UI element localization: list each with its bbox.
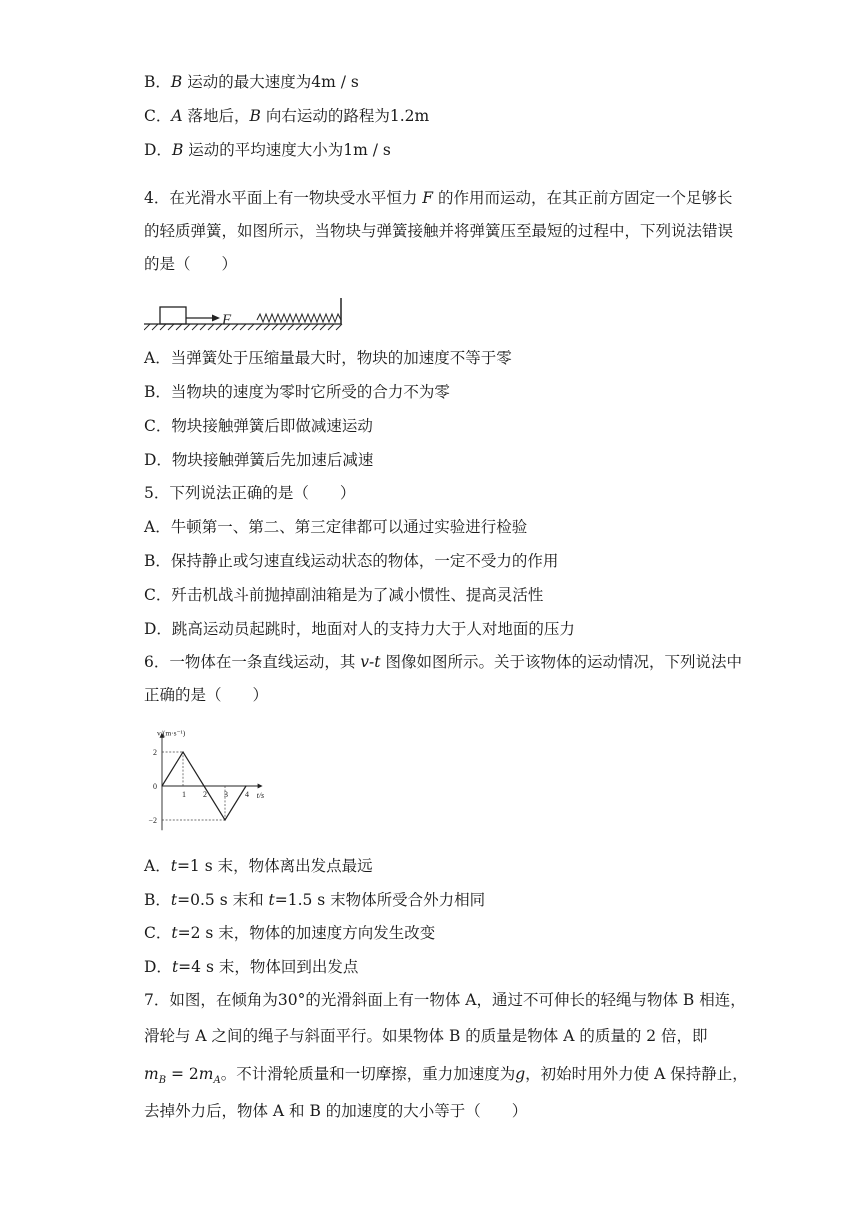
q3-option-b: B．B 运动的最大速度为4m / s [144,73,359,91]
y-axis-label: v/(m·s⁻¹) [157,728,186,738]
x-axis-label: t/s [256,791,265,800]
q7-stem-line1: 7．如图，在倾角为30°的光滑斜面上有一物体 A，通过不可伸长的轻绳与物体 B 相连， [144,991,746,1009]
block [160,307,186,324]
spring [257,314,341,322]
data-point [203,785,204,786]
spring-block-figure [144,294,348,336]
q4-option-b: B．当物块的速度为零时它所受的合力不为零 [144,383,450,401]
vt-chart [144,718,284,834]
q4-option-a: A．当弹簧处于压缩量最大时，物块的加速度不等于零 [144,349,512,367]
q4-option-c: C．物块接触弹簧后即做减速运动 [144,417,373,435]
data-point [182,751,183,752]
y-tick-label: 0 [153,782,157,791]
q3-option-c: C．A 落地后，B 向右运动的路程为1.2m [144,107,430,125]
q6-option-d: D．t=4 s 末，物体回到出发点 [144,958,359,976]
q4-option-d: D．物块接触弹簧后先加速后减速 [144,451,374,469]
q7-stem-line3: $m_B = 2m_A$。不计滑轮质量和一切摩擦，重力加速度为g，初始时用外力使 A 保持静止， [144,1065,748,1087]
force-arrowhead [212,315,220,322]
q7-stem-line2: 滑轮与 A 之间的绳子与斜面平行。如果物体 B 的质量是物体 A 的质量的 2 倍，即 [144,1027,708,1045]
q5-option-b: B．保持静止或匀速直线运动状态的物体，一定不受力的作用 [144,552,559,570]
x-tick-label: 4 [245,790,249,799]
x-tick-label: 1 [182,790,186,799]
q4-stem-line1: 4．在光滑水平面上有一物块受水平恒力 F 的作用而运动，在其正前方固定一个足够长 [144,189,733,207]
q6-option-c: C．t=2 s 末，物体的加速度方向发生改变 [144,924,436,942]
force-label: F [222,312,232,328]
q5-stem: 5．下列说法正确的是（ ） [144,484,356,502]
q3-option-d: D．B 运动的平均速度大小为1m / s [144,141,391,159]
data-point [224,819,225,820]
y-tick-label: 2 [153,748,157,757]
q5-option-a: A．牛顿第一、第二、第三定律都可以通过实验进行检验 [144,518,528,536]
q6-stem-line1: 6．一物体在一条直线运动，其 v-t 图像如图所示。关于该物体的运动情况，下列说法中 [144,653,742,671]
q7-stem-line4: 去掉外力后，物体 A 和 B 的加速度的大小等于（ ） [144,1102,528,1120]
ground-hatching [144,324,342,330]
x-tick-label: 2 [203,790,207,799]
q4-stem-line3: 的是（ ） [144,255,238,273]
q4-stem-line2: 的轻质弹簧，如图所示，当物块与弹簧接触并将弹簧压至最短的过程中，下列说法错误 [144,222,734,240]
q6-stem-line2: 正确的是（ ） [144,686,269,704]
data-point [161,785,162,786]
q5-option-d: D．跳高运动员起跳时，地面对人的支持力大于人对地面的压力 [144,620,575,638]
data-point [245,785,246,786]
x-axis-arrow [258,784,263,789]
y-tick-label: −2 [148,816,157,825]
q6-option-b: B．t=0.5 s 末和 t=1.5 s 末物体所受合外力相同 [144,891,486,909]
q6-option-a: A．t=1 s 末，物体离出发点最远 [144,857,373,875]
q5-option-c: C．歼击机战斗前抛掉副油箱是为了减小惯性、提高灵活性 [144,586,544,604]
x-tick-label: 3 [224,790,228,799]
